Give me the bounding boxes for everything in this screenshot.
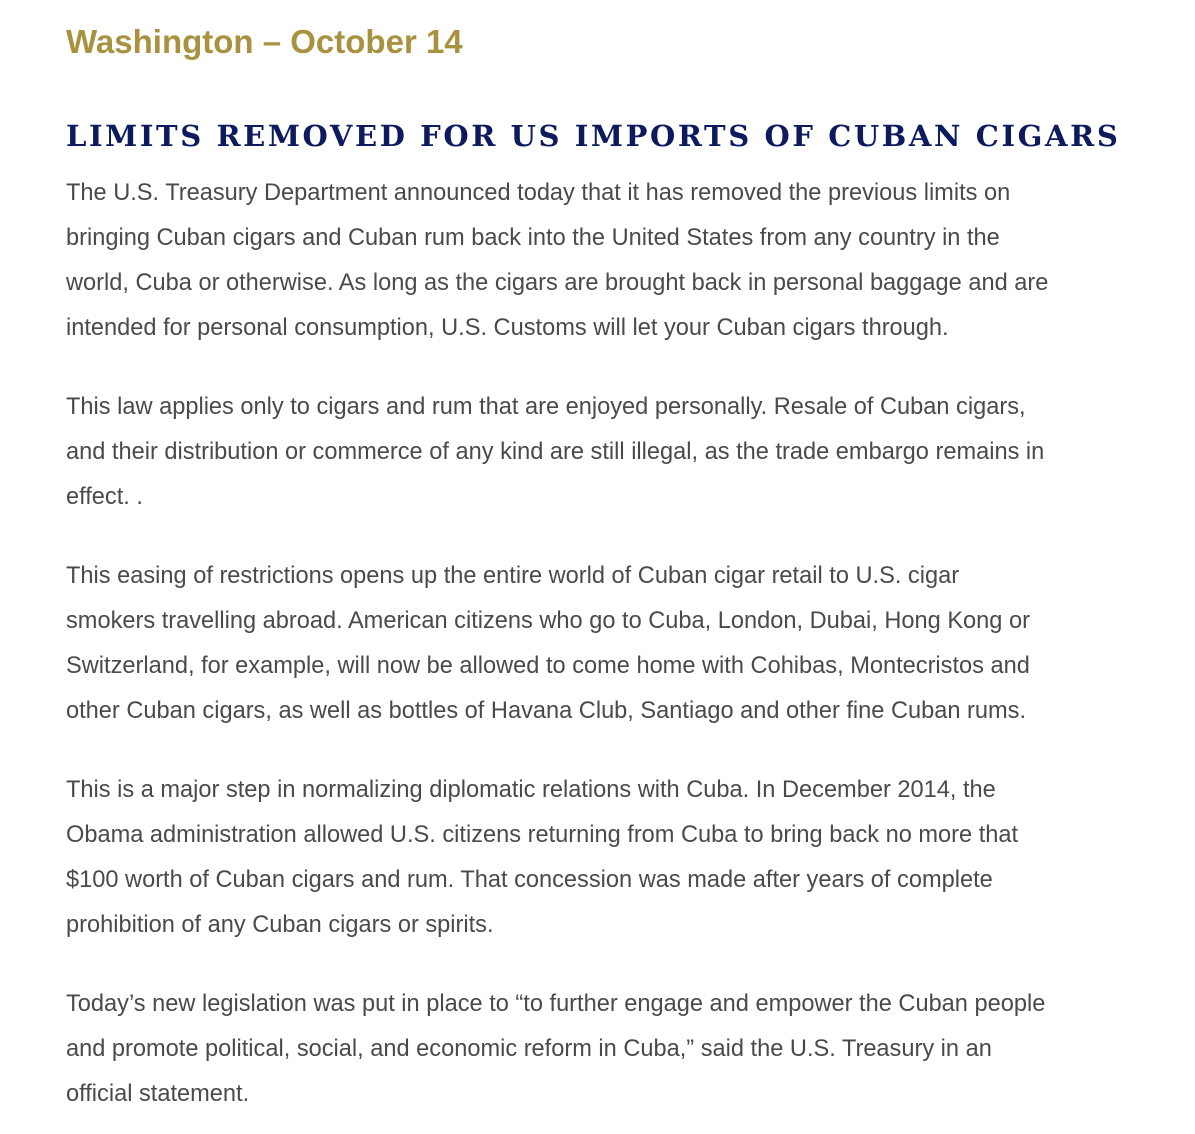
paragraph-line: effect. . (66, 484, 143, 510)
paragraph-line: other Cuban cigars, as well as bottles of Havana Club, Santiago and other fine Cuban rums. (66, 698, 1027, 724)
paragraph-3 (66, 554, 1156, 734)
paragraph-line: This is a major step in normalizing diplomatic relations with Cuba. In December 2014, the (66, 777, 996, 803)
paragraph-line: and promote political, social, and economic reform in Cuba,” said the U.S. Treasury in an (66, 1036, 992, 1062)
paragraph-4 (66, 768, 1156, 948)
paragraph-line: This easing of restrictions opens up the entire world of Cuban cigar retail to U.S. cigar (66, 563, 960, 589)
paragraph-line: intended for personal consumption, U.S. Customs will let your Cuban cigars through. (66, 315, 949, 341)
paragraph-line: smokers travelling abroad. American citizens who go to Cuba, London, Dubai, Hong Kong or (66, 608, 1030, 634)
paragraph-line: $100 worth of Cuban cigars and rum. That concession was made after years of complete (66, 867, 993, 893)
headline: LIMITS REMOVED FOR US IMPORTS OF CUBAN CIGARS (66, 119, 1121, 153)
dateline: Washington – October 14 (66, 23, 463, 60)
paragraph-1 (66, 171, 1156, 351)
paragraph-2 (66, 385, 1156, 520)
paragraph-line: The U.S. Treasury Department announced today that it has removed the previous limits on (66, 180, 1011, 206)
paragraph-line: Switzerland, for example, will now be allowed to come home with Cohibas, Montecristos and (66, 653, 1030, 679)
paragraph-5 (66, 982, 1156, 1117)
article (66, 0, 1156, 1117)
paragraph-line: and their distribution or commerce of any kind are still illegal, as the trade embargo remains in (66, 439, 1045, 465)
paragraph-line: official statement. (66, 1081, 250, 1107)
paragraph-line: world, Cuba or otherwise. As long as the cigars are brought back in personal baggage and are (66, 270, 1049, 296)
paragraph-line: prohibition of any Cuban cigars or spirits. (66, 912, 494, 938)
paragraph-line: bringing Cuban cigars and Cuban rum back into the United States from any country in the (66, 225, 1000, 251)
paragraph-line: Obama administration allowed U.S. citizens returning from Cuba to bring back no more that (66, 822, 1019, 848)
paragraph-line: Today’s new legislation was put in place to “to further engage and empower the Cuban people (66, 991, 1046, 1017)
paragraph-line: This law applies only to cigars and rum that are enjoyed personally. Resale of Cuban cigars, (66, 394, 1026, 420)
